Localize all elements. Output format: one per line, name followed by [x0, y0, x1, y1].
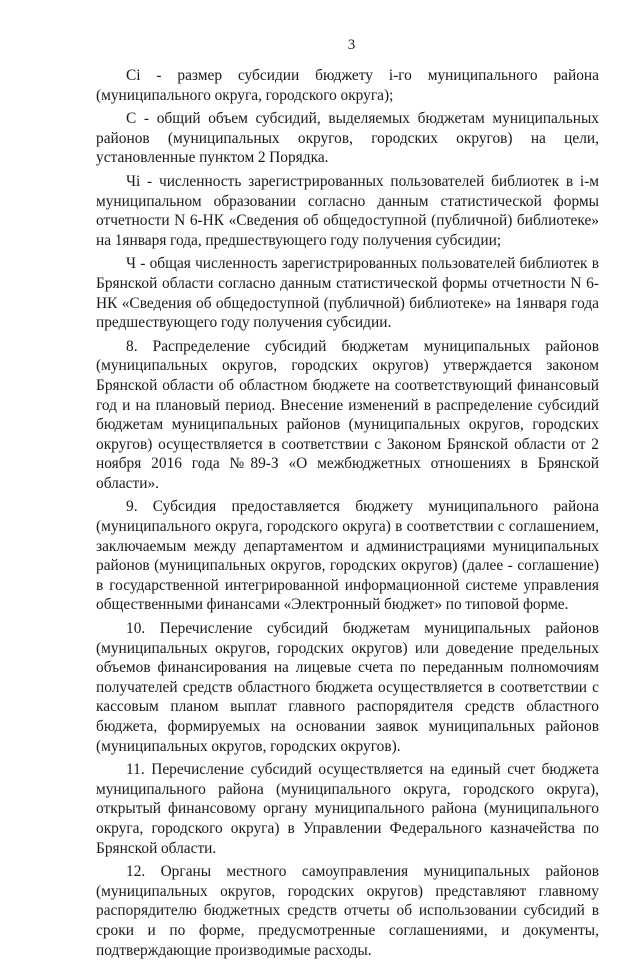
paragraph-c-definition: С - общий объем субсидий, выделяемых бюджетам муниципальных районов (муниципальных округов, городских округов) на цели, установленные пунктом 2 Порядка.: [96, 110, 599, 167]
paragraph-chi-definition: Чi - численность зарегистрированных пользователей библиотек в i-м муниципальном образовании согласно данным статистической формы отчетности N 6-НК «Сведения об общедоступной (публичной) библиотеке» на 1января года, предшествующего году получения субсидии;: [96, 172, 599, 249]
paragraph-ch-definition: Ч - общая численность зарегистрированных пользователей библиотек в Брянской области согласно данным статистической формы отчетности N 6-НК «Сведения об общедоступной (публичной) библиотеке» на 1января года предшествующего году получения субсидии.: [96, 255, 599, 332]
paragraph-ci-definition: Ci - размер субсидии бюджету i-го муниципального района (муниципального округа, городского округа);: [96, 67, 599, 104]
paragraph-item-11: 11. Перечисление субсидий осуществляется на единый счет бюджета муниципального района (муниципального округа, городского округа), открытый финансовому органу муниципального района (муниципального округа, городского округа) в Управлении Федерального казначейства по Брянской области.: [96, 761, 599, 857]
paragraph-item-12: 12. Органы местного самоуправления муниципальных районов (муниципальных округов, городских округов) представляют главному распорядителю бюджетных средств отчеты об использовании субсидий в сроки и по форме, предусмотренные соглашениями, и документы, подтверждающие производимые расходы.: [96, 863, 599, 959]
paragraph-item-10: 10. Перечисление субсидий бюджетам муниципальных районов (муниципальных округов, городских округов) или доведение предельных объемов финансирования на лицевые счета по переданным полномочиям получателей средств областного бюджета осуществляется в соответствии с кассовым планом выплат главного распорядителя средств областного бюджета, формируемых на основании заявок муниципальных районов (муниципальных округов, городских округов).: [96, 620, 599, 755]
paragraph-item-9: 9. Субсидия предоставляется бюджету муниципального района (муниципального округа, городского округа) в соответствии с соглашением, заключаемым между департаментом и администрациями муниципальных районов (муниципальных округов, городских округов) (далее - соглашение) в государственной интегрированной информационной системе управления общественными финансами «Электронный бюджет» по типовой форме.: [96, 498, 599, 614]
page-number: 3: [347, 37, 356, 53]
paragraph-item-8: 8. Распределение субсидий бюджетам муниципальных районов (муниципальных округов, городских округов) утверждается законом Брянской области об областном бюджете на соответствующий финансовый год и на плановый период. Внесение изменений в распределение субсидий бюджетам муниципальных районов (муниципальных округов, городских округов) осуществляется в соответствии с Законом Брянской области от 2 ноября 2016 года №89-З «О межбюджетных отношениях в Брянской области».: [96, 337, 599, 492]
